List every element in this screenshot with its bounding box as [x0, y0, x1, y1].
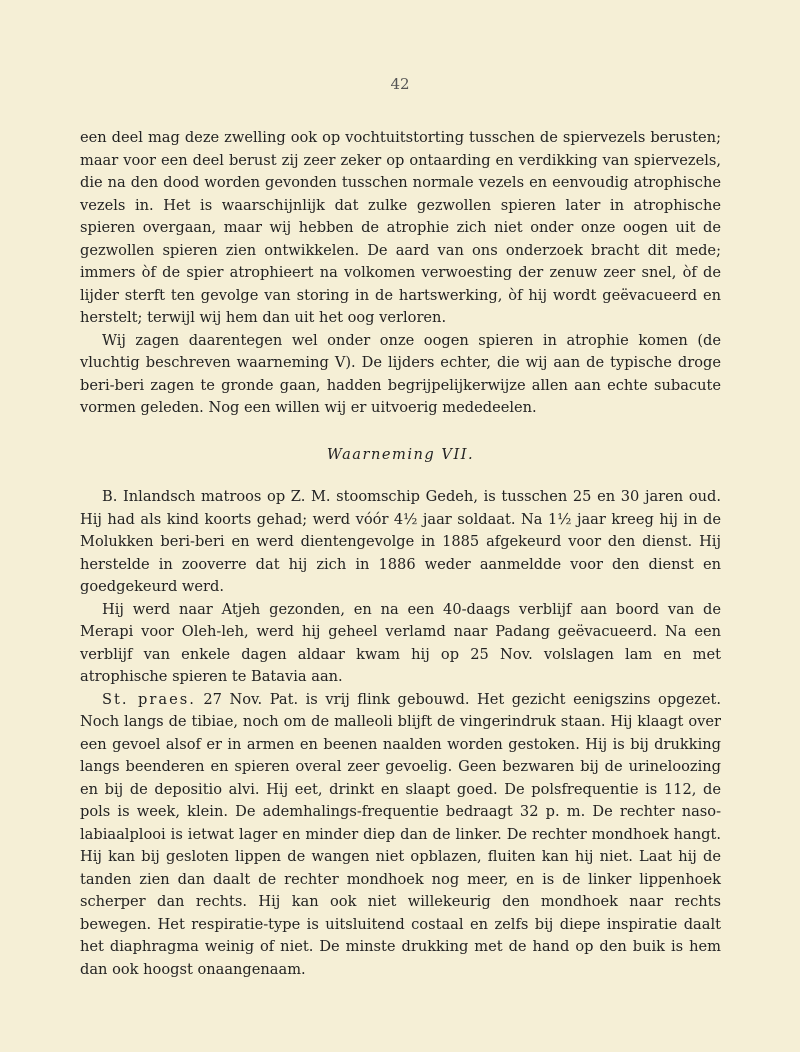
- paragraph-lead: St. praes.: [102, 690, 196, 708]
- page-number: 42: [390, 75, 410, 93]
- body-text: [80, 127, 721, 981]
- paragraph: Wij zagen daarentegen wel onder onze oogen spieren in atrophie komen (de vluchtig beschreven waarneming V). De lijders echter, die wij aan de typische droge beri-beri zagen te gronde gaan, hadden begrijpelijkerwijze allen aan echte subacute vormen geleden. Nog een willen wij er uitvoerig mededeelen.: [80, 331, 721, 416]
- paragraph: [80, 689, 721, 982]
- paragraph: Hij werd naar Atjeh gezonden, en na een 40-daags verblijf aan boord van de Merapi voor Oleh-leh, werd hij geheel verlamd naar Padang geëvacueerd. Na een verblijf van enkele dagen aldaar kwam hij op 25 Nov. volslagen lam en met atrophische spieren te Batavia aan.: [80, 600, 721, 685]
- section-heading: Waarneming VII.: [326, 445, 475, 463]
- paragraph: een deel mag deze zwelling ook op vochtuitstorting tusschen de spiervezels berusten; maar voor een deel berust zij zeer zeker op ontaarding en verdikking van spiervezels, die na den dood worden gevonden tusschen normale vezels en eenvoudig atrophische vezels in. Het is waarschijnlijk dat zulke gezwollen spieren later in atrophische spieren overgaan, maar wij hebben de atrophie zich niet onder onze oogen uit de gezwollen spieren zien ontwikkelen. De aard van ons onderzoek bracht dit mede; immers òf de spier atrophieert na volkomen verwoesting der zenuw zeer snel, òf de lijder sterft ten gevolge van storing in de hartswerking, òf hij wordt geëvacueerd en herstelt; terwijl wij hem dan uit het oog verloren.: [80, 129, 721, 326]
- paragraph: B. Inlandsch matroos op Z. M. stoomschip Gedeh, is tusschen 25 en 30 jaren oud. Hij had als kind koorts gehad; werd vóór 4½ jaar soldaat. Na 1½ jaar kreeg hij in de Molukken beri-beri en werd dientengevolge in 1885 afgekeurd voor den dienst. Hij herstelde in zooverre dat hij zich in 1886 weder aanmeldde voor den dienst en goedgekeurd werd.: [80, 488, 721, 595]
- paragraph-body: 27 Nov. Pat. is vrij flink gebouwd. Het gezicht eenigszins opgezet. Noch langs de tibiae, noch om de malleoli blijft de vingerindruk staan. Hij klaagt over een gevoel alsof er in armen en beenen naalden worden gestoken. Hij is bij drukking langs beenderen en spieren overal zeer gevoelig. Geen bezwaren bij de urineloozing en bij de depositio alvi. Hij eet, drinkt en slaapt goed. De polsfrequentie is 112, de pols is week, klein. De ademhalings-frequentie bedraagt 32 p. m. De rechter naso-labiaalplooi is ietwat lager en minder diep dan de linker. De rechter mondhoek hangt. Hij kan bij gesloten lippen de wangen niet opblazen, fluiten kan hij niet. Laat hij de tanden zien dan daalt de rechter mondhoek nog meer, en is de linker lippenhoek scherper dan rechts. Hij kan ook niet willekeurig den mondhoek naar rechts bewegen. Het respiratie-type is uitsluitend costaal en zelfs bij diepe inspiratie daalt het diaphragma weinig of niet. De minste drukking met de hand op den buik is hem dan ook hoogst onaangenaam.: [80, 690, 721, 978]
